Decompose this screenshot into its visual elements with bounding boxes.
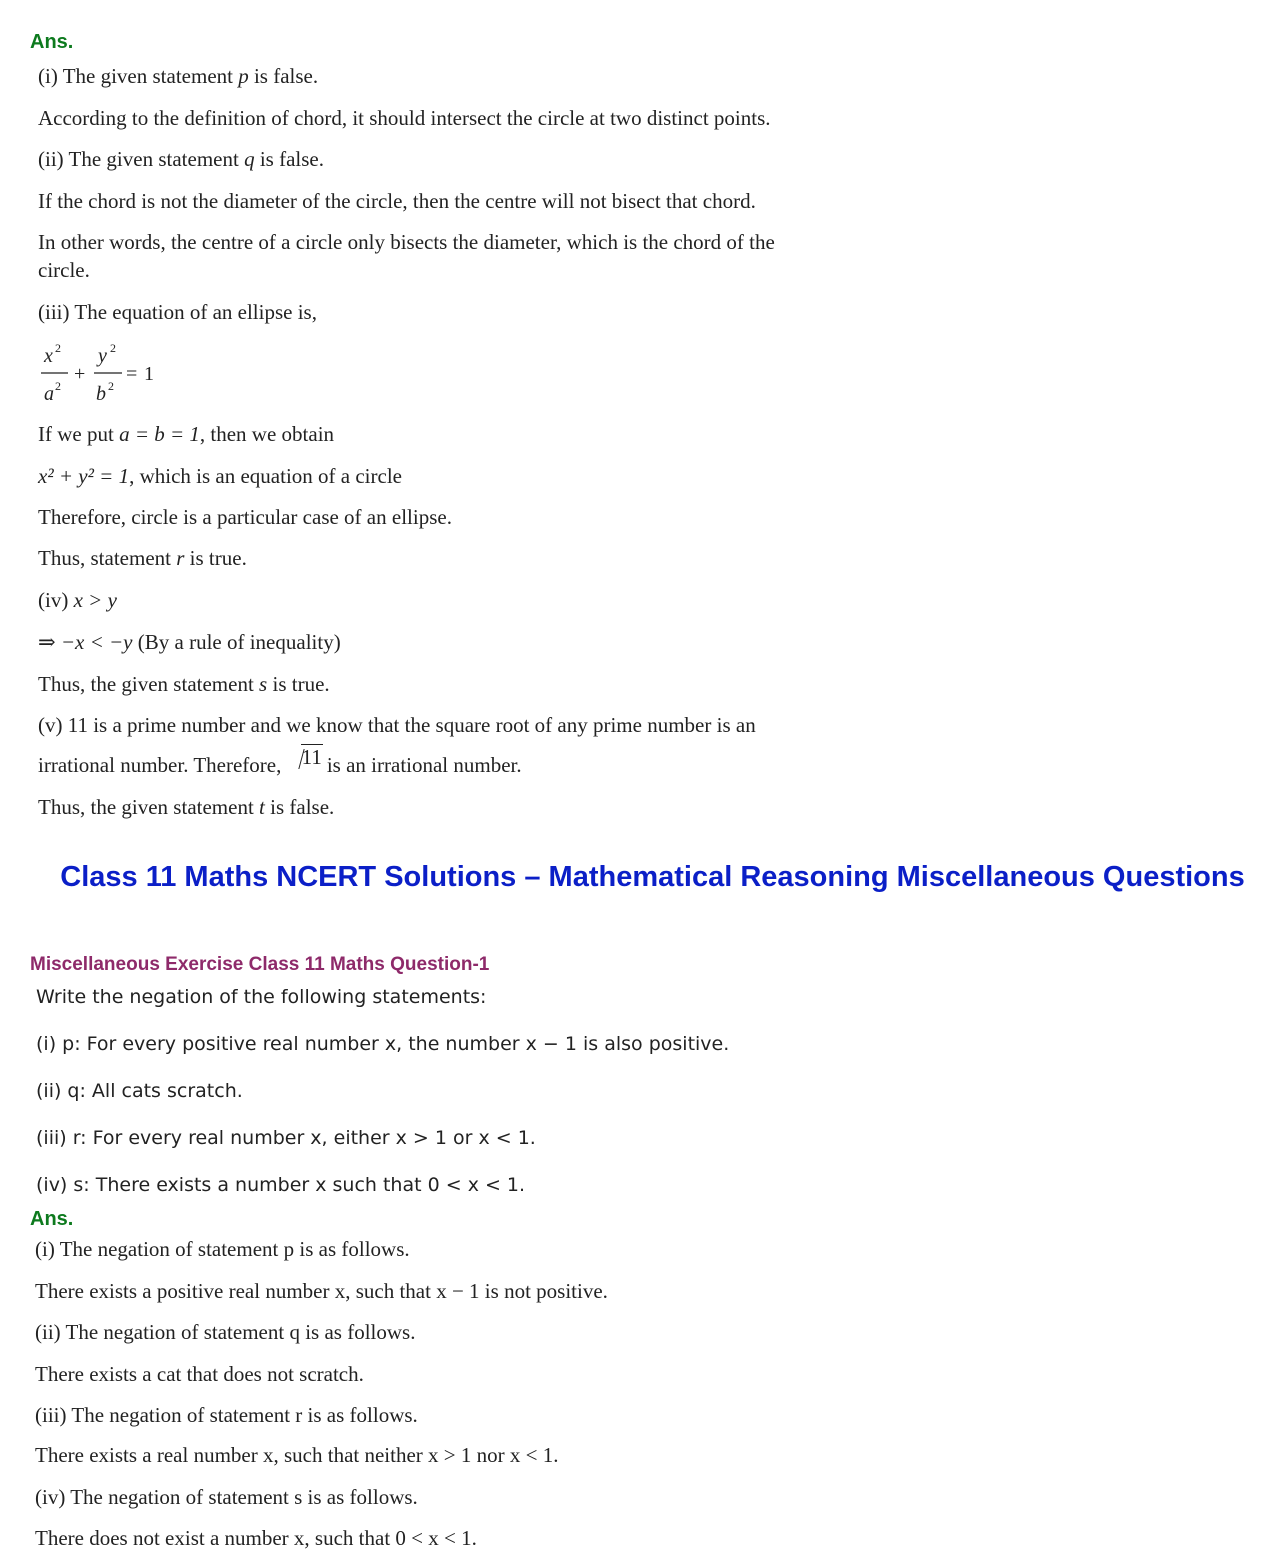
question-item: (iv) s: There exists a number x such that 0 < x < 1. — [36, 1174, 526, 1196]
question-item: (iii) r: For every real number x, either x > 1 or x < 1. — [36, 1127, 536, 1149]
svg-text:2: 2 — [108, 379, 114, 393]
question-item: (ii) q: All cats scratch. — [36, 1080, 243, 1102]
answer-line: (i) The given statement p is false. — [38, 64, 319, 88]
answer-line: (iv) x > y — [38, 588, 117, 612]
ellipse-equation-text: x²/a² + y²/b² = 1 — [38, 340, 45, 341]
answer-line: There exists a positive real number x, such that x − 1 is not positive. — [35, 1279, 608, 1303]
answer-line: (ii) The given statement q is false. — [38, 147, 324, 171]
answer-line: (iii) The negation of statement r is as follows. — [35, 1403, 418, 1427]
answer-label: Ans. — [30, 31, 74, 53]
answer-line: There exists a cat that does not scratch. — [35, 1362, 364, 1386]
section-title: Class 11 Maths NCERT Solutions – Mathematical Reasoning Miscellaneous Questions — [60, 861, 1245, 893]
answer-line: circle. — [38, 258, 90, 282]
answer-line: x² + y² = 1, which is an equation of a circle — [38, 464, 402, 488]
answer-line: ⇒ −x < −y (By a rule of inequality) — [38, 630, 341, 654]
svg-text:+: + — [74, 363, 86, 385]
svg-text:a: a — [44, 383, 54, 405]
answer-line: (i) The negation of statement p is as follows. — [35, 1237, 410, 1261]
answer-line: Thus, the given statement t is false. — [38, 795, 335, 819]
svg-text:2: 2 — [55, 341, 61, 355]
answer-line: There does not exist a number x, such that 0 < x < 1. — [35, 1526, 477, 1550]
answer-line: (ii) The negation of statement q is as follows. — [35, 1320, 416, 1344]
svg-text:x: x — [44, 345, 53, 367]
question-intro: Write the negation of the following statements: — [36, 986, 487, 1008]
answer-line: If we put a = b = 1, then we obtain — [38, 422, 335, 446]
ellipse-equation — [38, 340, 188, 410]
answer-line: In other words, the centre of a circle only bisects the diameter, which is the chord of the — [38, 230, 775, 254]
answer-line: irrational number. Therefore, 11 is an irrational number. — [38, 745, 522, 777]
svg-text:y: y — [98, 345, 107, 367]
answer-line: Thus, the given statement s is true. — [38, 672, 330, 696]
answer-line: There exists a real number x, such that neither x > 1 nor x < 1. — [35, 1443, 559, 1467]
svg-text:2: 2 — [55, 379, 61, 393]
answer-line: Therefore, circle is a particular case of an ellipse. — [38, 505, 452, 529]
answer-line: Thus, statement r is true. — [38, 546, 247, 570]
question-heading: Miscellaneous Exercise Class 11 Maths Question-1 — [30, 954, 490, 975]
answer-line: (iv) The negation of statement s is as follows. — [35, 1485, 418, 1509]
answer-line: According to the definition of chord, it should intersect the circle at two distinct points. — [38, 106, 771, 130]
svg-text:=: = — [126, 363, 138, 385]
square-root: 11 — [287, 745, 323, 770]
question-item: (i) p: For every positive real number x, the number x − 1 is also positive. — [36, 1033, 730, 1055]
answer-line: (iii) The equation of an ellipse is, — [38, 300, 317, 324]
answer-line: (v) 11 is a prime number and we know that the square root of any prime number is an — [38, 713, 756, 737]
svg-text:b: b — [96, 383, 106, 405]
svg-text:1: 1 — [144, 363, 154, 385]
answer-line: If the chord is not the diameter of the circle, then the centre will not bisect that chord. — [38, 189, 756, 213]
answer-label: Ans. — [30, 1208, 74, 1230]
svg-text:2: 2 — [110, 341, 116, 355]
